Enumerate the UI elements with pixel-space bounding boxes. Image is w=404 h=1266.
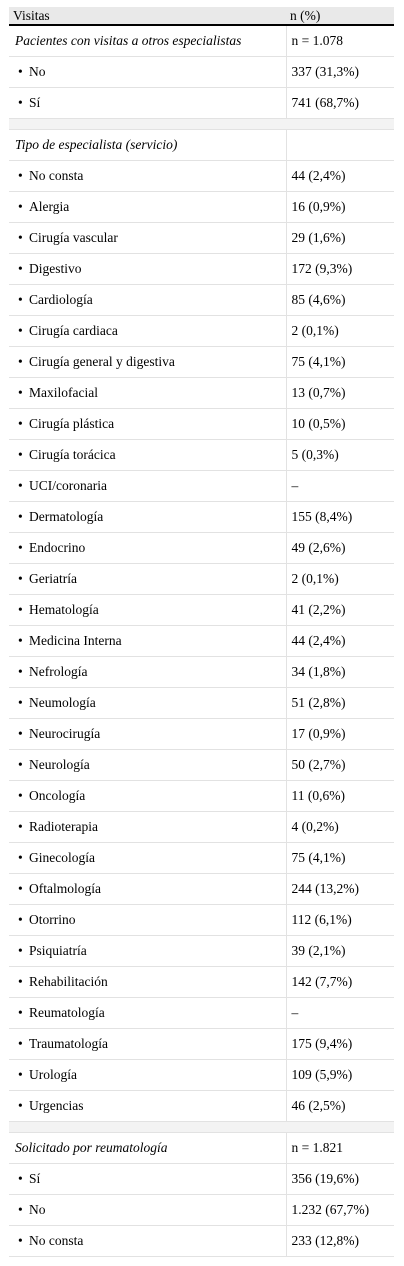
visits-table-container xyxy=(9,7,394,1257)
row-label-cell xyxy=(9,564,286,595)
row-value: – xyxy=(286,998,394,1029)
row-value: 4 (0,2%) xyxy=(286,812,394,843)
table-row xyxy=(9,254,394,285)
table-row xyxy=(9,316,394,347)
table-row xyxy=(9,688,394,719)
row-label: Psiquiatría xyxy=(29,943,87,958)
table-row xyxy=(9,440,394,471)
bullet-icon: • xyxy=(18,95,23,110)
row-value: 5 (0,3%) xyxy=(286,440,394,471)
row-label: Alergia xyxy=(29,199,70,214)
row-label-cell xyxy=(9,719,286,750)
row-value: 1.232 (67,7%) xyxy=(286,1195,394,1226)
table-row xyxy=(9,595,394,626)
section-total xyxy=(286,130,394,161)
row-value: 49 (2,6%) xyxy=(286,533,394,564)
table-row xyxy=(9,57,394,88)
section-title: Pacientes con visitas a otros especialistas xyxy=(9,25,286,57)
row-label-cell xyxy=(9,192,286,223)
row-label: Reumatología xyxy=(29,1005,105,1020)
bullet-icon: • xyxy=(18,602,23,617)
bullet-icon: • xyxy=(18,1233,23,1248)
row-label-cell xyxy=(9,626,286,657)
row-value: 51 (2,8%) xyxy=(286,688,394,719)
table-row xyxy=(9,285,394,316)
row-value: 75 (4,1%) xyxy=(286,347,394,378)
bullet-icon: • xyxy=(18,540,23,555)
table-row xyxy=(9,967,394,998)
table-row xyxy=(9,812,394,843)
spacer-cell xyxy=(9,1122,394,1133)
row-value: 244 (13,2%) xyxy=(286,874,394,905)
row-value: 13 (0,7%) xyxy=(286,378,394,409)
row-label: Rehabilitación xyxy=(29,974,108,989)
bullet-icon: • xyxy=(18,819,23,834)
bullet-icon: • xyxy=(18,881,23,896)
table-row xyxy=(9,161,394,192)
table-row xyxy=(9,378,394,409)
bullet-icon: • xyxy=(18,168,23,183)
row-label: Digestivo xyxy=(29,261,82,276)
row-label: Hematología xyxy=(29,602,99,617)
table-row xyxy=(9,192,394,223)
row-label: Cirugía general y digestiva xyxy=(29,354,175,369)
header-n-percent: n (%) xyxy=(286,7,394,25)
visits-table xyxy=(9,7,394,1257)
row-value: 10 (0,5%) xyxy=(286,409,394,440)
row-value: 356 (19,6%) xyxy=(286,1164,394,1195)
bullet-icon: • xyxy=(18,695,23,710)
row-label: Cirugía torácica xyxy=(29,447,116,462)
row-label-cell xyxy=(9,254,286,285)
row-label: No xyxy=(29,64,46,79)
row-value: 2 (0,1%) xyxy=(286,564,394,595)
row-label: Neumología xyxy=(29,695,96,710)
bullet-icon: • xyxy=(18,850,23,865)
bullet-icon: • xyxy=(18,912,23,927)
row-label: Geriatría xyxy=(29,571,77,586)
table-row xyxy=(9,409,394,440)
bullet-icon: • xyxy=(18,974,23,989)
bullet-icon: • xyxy=(18,292,23,307)
table-row xyxy=(9,533,394,564)
section-spacer xyxy=(9,1122,394,1133)
row-value: – xyxy=(286,471,394,502)
row-value: 233 (12,8%) xyxy=(286,1226,394,1257)
table-row xyxy=(9,347,394,378)
table-row xyxy=(9,874,394,905)
row-label: Dermatología xyxy=(29,509,104,524)
table-header xyxy=(9,7,394,25)
row-label-cell xyxy=(9,905,286,936)
row-value: 46 (2,5%) xyxy=(286,1091,394,1122)
row-label: Maxilofacial xyxy=(29,385,98,400)
table-row xyxy=(9,1226,394,1257)
row-label-cell xyxy=(9,936,286,967)
row-label-cell xyxy=(9,1195,286,1226)
row-label: UCI/coronaria xyxy=(29,478,107,493)
row-label: No consta xyxy=(29,1233,84,1248)
bullet-icon: • xyxy=(18,1171,23,1186)
row-label-cell xyxy=(9,440,286,471)
row-value: 50 (2,7%) xyxy=(286,750,394,781)
bullet-icon: • xyxy=(18,354,23,369)
bullet-icon: • xyxy=(18,447,23,462)
table-row xyxy=(9,719,394,750)
spacer-cell xyxy=(9,119,394,130)
bullet-icon: • xyxy=(18,478,23,493)
row-label-cell xyxy=(9,812,286,843)
bullet-icon: • xyxy=(18,230,23,245)
row-value: 16 (0,9%) xyxy=(286,192,394,223)
row-label: Ginecología xyxy=(29,850,95,865)
row-value: 155 (8,4%) xyxy=(286,502,394,533)
row-label: Cirugía vascular xyxy=(29,230,118,245)
row-value: 44 (2,4%) xyxy=(286,161,394,192)
row-label-cell xyxy=(9,843,286,874)
row-label: Sí xyxy=(29,1171,41,1186)
row-value: 85 (4,6%) xyxy=(286,285,394,316)
table-row xyxy=(9,1091,394,1122)
row-label-cell xyxy=(9,533,286,564)
table-row xyxy=(9,1164,394,1195)
bullet-icon: • xyxy=(18,1098,23,1113)
row-label: Oncología xyxy=(29,788,86,803)
section-header-row xyxy=(9,25,394,57)
section-total: n = 1.821 xyxy=(286,1133,394,1164)
row-value: 175 (9,4%) xyxy=(286,1029,394,1060)
bullet-icon: • xyxy=(18,757,23,772)
row-label-cell xyxy=(9,657,286,688)
row-label: Cirugía cardiaca xyxy=(29,323,118,338)
table-row xyxy=(9,781,394,812)
row-label: Neurocirugía xyxy=(29,726,101,741)
bullet-icon: • xyxy=(18,1005,23,1020)
bullet-icon: • xyxy=(18,509,23,524)
row-label-cell xyxy=(9,595,286,626)
row-label-cell xyxy=(9,285,286,316)
table-row xyxy=(9,843,394,874)
row-label-cell xyxy=(9,347,286,378)
row-label-cell xyxy=(9,781,286,812)
row-label-cell xyxy=(9,409,286,440)
row-label: Urgencias xyxy=(29,1098,84,1113)
row-label: Traumatología xyxy=(29,1036,108,1051)
bullet-icon: • xyxy=(18,726,23,741)
table-row xyxy=(9,1060,394,1091)
table-row xyxy=(9,88,394,119)
table-row xyxy=(9,564,394,595)
section-total: n = 1.078 xyxy=(286,25,394,57)
row-value: 29 (1,6%) xyxy=(286,223,394,254)
section-title: Solicitado por reumatología xyxy=(9,1133,286,1164)
row-label: Cirugía plástica xyxy=(29,416,115,431)
bullet-icon: • xyxy=(18,323,23,338)
row-label: Radioterapia xyxy=(29,819,98,834)
row-value: 109 (5,9%) xyxy=(286,1060,394,1091)
row-label-cell xyxy=(9,1060,286,1091)
section-header-row xyxy=(9,1133,394,1164)
section-spacer xyxy=(9,119,394,130)
row-label-cell xyxy=(9,1029,286,1060)
bullet-icon: • xyxy=(18,633,23,648)
table-body xyxy=(9,25,394,1257)
bullet-icon: • xyxy=(18,788,23,803)
bullet-icon: • xyxy=(18,664,23,679)
row-value: 142 (7,7%) xyxy=(286,967,394,998)
row-value: 2 (0,1%) xyxy=(286,316,394,347)
row-label-cell xyxy=(9,161,286,192)
row-label: No xyxy=(29,1202,46,1217)
row-label-cell xyxy=(9,1091,286,1122)
row-label: Cardiología xyxy=(29,292,93,307)
row-label-cell xyxy=(9,688,286,719)
row-value: 337 (31,3%) xyxy=(286,57,394,88)
bullet-icon: • xyxy=(18,385,23,400)
row-value: 172 (9,3%) xyxy=(286,254,394,285)
row-label: Otorrino xyxy=(29,912,76,927)
bullet-icon: • xyxy=(18,1036,23,1051)
row-value: 39 (2,1%) xyxy=(286,936,394,967)
row-label-cell xyxy=(9,223,286,254)
bullet-icon: • xyxy=(18,571,23,586)
bullet-icon: • xyxy=(18,261,23,276)
row-label: Endocrino xyxy=(29,540,86,555)
row-label-cell xyxy=(9,967,286,998)
row-label-cell xyxy=(9,316,286,347)
row-value: 741 (68,7%) xyxy=(286,88,394,119)
row-value: 44 (2,4%) xyxy=(286,626,394,657)
bullet-icon: • xyxy=(18,199,23,214)
row-label-cell xyxy=(9,874,286,905)
row-label-cell xyxy=(9,57,286,88)
table-row xyxy=(9,502,394,533)
row-label: Oftalmología xyxy=(29,881,101,896)
row-label-cell xyxy=(9,502,286,533)
table-row xyxy=(9,998,394,1029)
bullet-icon: • xyxy=(18,1202,23,1217)
bullet-icon: • xyxy=(18,943,23,958)
row-value: 11 (0,6%) xyxy=(286,781,394,812)
row-value: 75 (4,1%) xyxy=(286,843,394,874)
table-row xyxy=(9,936,394,967)
row-label: Sí xyxy=(29,95,41,110)
row-label-cell xyxy=(9,1164,286,1195)
row-label-cell xyxy=(9,378,286,409)
table-row xyxy=(9,626,394,657)
row-label-cell xyxy=(9,750,286,781)
table-row xyxy=(9,750,394,781)
row-label-cell xyxy=(9,998,286,1029)
header-visitas: Visitas xyxy=(9,7,286,25)
row-value: 17 (0,9%) xyxy=(286,719,394,750)
table-row xyxy=(9,657,394,688)
header-row xyxy=(9,7,394,25)
row-label-cell xyxy=(9,1226,286,1257)
row-label-cell xyxy=(9,88,286,119)
bullet-icon: • xyxy=(18,64,23,79)
table-row xyxy=(9,1195,394,1226)
row-label: Neurología xyxy=(29,757,90,772)
section-title: Tipo de especialista (servicio) xyxy=(9,130,286,161)
section-header-row xyxy=(9,130,394,161)
row-label: Urología xyxy=(29,1067,77,1082)
table-row xyxy=(9,223,394,254)
row-label: Nefrología xyxy=(29,664,88,679)
row-value: 41 (2,2%) xyxy=(286,595,394,626)
table-row xyxy=(9,1029,394,1060)
bullet-icon: • xyxy=(18,1067,23,1082)
row-value: 34 (1,8%) xyxy=(286,657,394,688)
bullet-icon: • xyxy=(18,416,23,431)
row-label: Medicina Interna xyxy=(29,633,122,648)
row-label: No consta xyxy=(29,168,84,183)
table-row xyxy=(9,471,394,502)
row-value: 112 (6,1%) xyxy=(286,905,394,936)
row-label-cell xyxy=(9,471,286,502)
table-row xyxy=(9,905,394,936)
